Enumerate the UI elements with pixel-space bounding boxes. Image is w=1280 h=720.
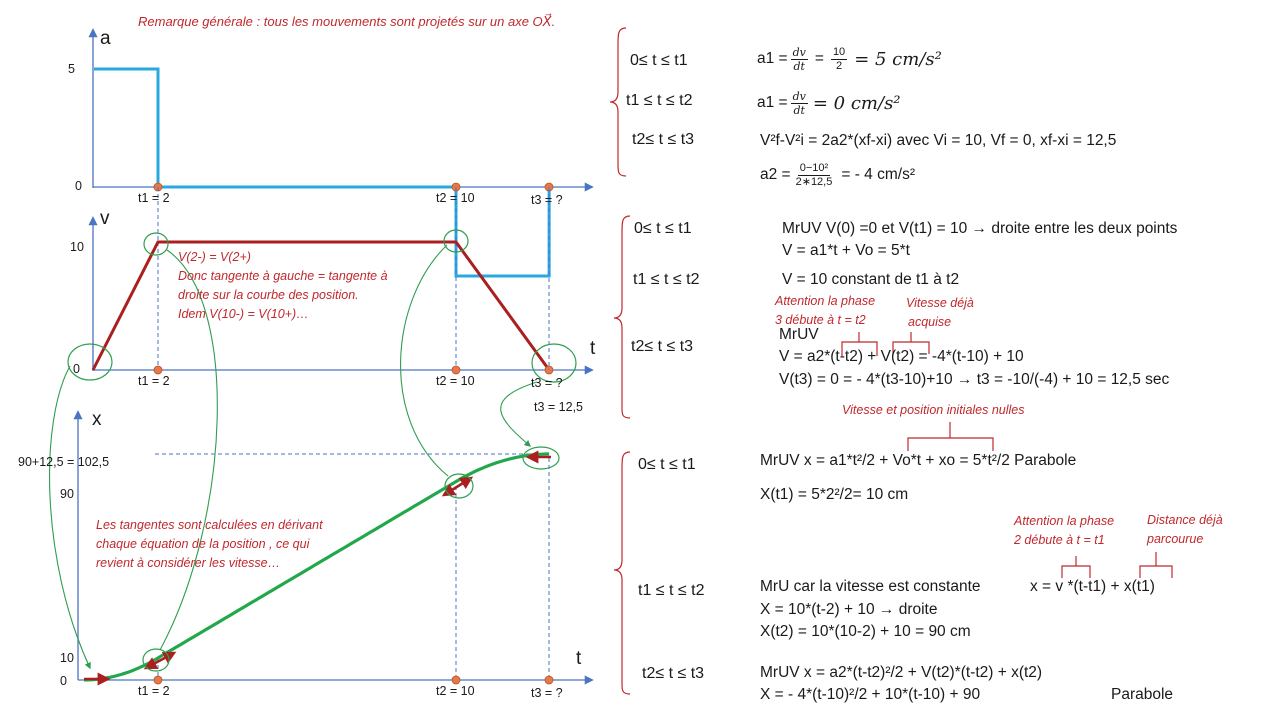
x-cond-3: t2≤ t ≤ t3 <box>642 665 705 682</box>
x-t-label: t <box>576 648 582 669</box>
connector-t2 <box>401 245 448 476</box>
v-phase-note: Attention la phase 3 débute à t = t2 <box>775 294 876 327</box>
x-line-4: X = 10*(t-2) + 10 → droite <box>760 601 938 618</box>
v-axis-label: v <box>100 208 110 229</box>
x-tick-t1: t1 = 2 <box>138 684 170 698</box>
v-tick-t3: t3 = ? <box>531 376 563 390</box>
connector-origin <box>50 366 90 668</box>
v-line-4: MrUV <box>779 326 819 343</box>
acceleration-curve <box>94 69 549 276</box>
a-axis-label: a <box>100 28 111 49</box>
general-remark: Remarque générale : tous les mouvements sont projetés sur un axe OX⃗. <box>138 14 556 29</box>
v-t3-value: t3 = 12,5 <box>534 400 583 414</box>
v-line-1: MrUV V(0) =0 et V(t1) = 10 → droite entre les deux points <box>782 220 1178 237</box>
x-tick-0: 0 <box>60 674 67 688</box>
v-cond-3: t2≤ t ≤ t3 <box>631 338 694 355</box>
x-tick-10: 10 <box>60 651 74 665</box>
x-note: Les tangentes sont calculées en dérivant chaque équation de la position , ce qui revient à considérer les vitesse… <box>96 518 323 570</box>
v-t-label: t <box>590 338 596 359</box>
brace-init-x <box>908 422 993 451</box>
v-line-6: V(t3) = 0 = - 4*(t3-10)+10 → t3 = -10/(-4) + 10 = 12,5 sec <box>779 371 1170 388</box>
x-cond-1: 0≤ t ≤ t1 <box>638 456 696 473</box>
x-line-7b: Parabole <box>1111 686 1174 703</box>
x-tick-t3: t3 = ? <box>531 686 563 700</box>
x-tick-90: 90 <box>60 487 74 501</box>
v-line-5: V = a2*(t-t2) + V(t2) = -4*(t-10) + 10 <box>779 348 1024 365</box>
v-cond-2: t1 ≤ t ≤ t2 <box>633 271 700 288</box>
x-cond-2: t1 ≤ t ≤ t2 <box>638 582 705 599</box>
x-tick-t2: t2 = 10 <box>436 684 475 698</box>
brace-section-a <box>610 28 626 176</box>
v-t2-marker <box>452 366 460 374</box>
a-line-3: V²f-V²i = 2a2*(xf-xi) avec Vi = 10, Vf = 0, xf-xi = 12,5 <box>760 132 1117 149</box>
x-tick-102: 90+12,5 = 102,5 <box>18 455 110 469</box>
a1-equation: a1 = $\frac{dv}{dt}$ = $\frac{10}{2}$ = 5 cm/s² <box>757 45 942 73</box>
brace-section-x <box>614 452 630 694</box>
a2-equation: a2 = $\frac{\text{0−10²}}{2∗12,5}$ = - 4 cm/s² <box>760 161 915 188</box>
a-tick-5: 5 <box>68 62 75 76</box>
a-tick-t1: t1 = 2 <box>138 191 170 205</box>
x-line-2: X(t1) = 5*2²/2= 10 cm <box>760 486 909 503</box>
x-line-5: X(t2) = 10*(10-2) + 10 = 90 cm <box>760 623 971 640</box>
x-t3-marker <box>545 676 553 684</box>
x-phase-note: Attention la phase 2 débute à t = t1 <box>1014 514 1115 547</box>
x-line-3b: x = v *(t-t1) + x(t1) <box>1030 578 1155 595</box>
a-tick-0: 0 <box>75 179 82 193</box>
a-cond-1: 0≤ t ≤ t1 <box>630 52 688 69</box>
x-t1-marker <box>154 676 162 684</box>
x-line-6: MrUV x = a2*(t-t2)²/2 + V(t2)*(t-t2) + x(t2) <box>760 664 1043 681</box>
x-init-note: Vitesse et position initiales nulles <box>842 403 1025 417</box>
x-distance-note: Distance déjà parcourue <box>1147 513 1223 546</box>
a-tick-t2: t2 = 10 <box>436 191 475 205</box>
connector-t3 <box>501 382 537 446</box>
v-tick-0: 0 <box>73 362 80 376</box>
brace-section-v <box>614 216 630 418</box>
v-line-2: V = a1*t + Vo = 5*t <box>782 242 910 259</box>
a-cond-2: t1 ≤ t ≤ t2 <box>626 92 693 109</box>
a-cond-3: t2≤ t ≤ t3 <box>632 131 695 148</box>
v-tick-t1: t1 = 2 <box>138 374 170 388</box>
v-tick-10: 10 <box>70 240 84 254</box>
x-t2-marker <box>452 676 460 684</box>
x-line-3a: MrU car la vitesse est constante <box>760 578 981 595</box>
x-line-1: MrUV x = a1*t²/2 + Vo*t + xo = 5*t²/2 Parabole <box>760 452 1077 469</box>
v-cond-1: 0≤ t ≤ t1 <box>634 220 692 237</box>
brace-dist-x <box>1140 552 1172 578</box>
v-note: V(2-) = V(2+) Donc tangente à gauche = tangente à droite sur la courbe des position. Idem V(10-) = V(10+)… <box>178 250 388 321</box>
x-axis-label: x <box>92 409 102 430</box>
v-tick-t2: t2 = 10 <box>436 374 475 388</box>
a-tick-t3: t3 = ? <box>531 193 563 207</box>
v-t1-marker <box>154 366 162 374</box>
v-line-3: V = 10 constant de t1 à t2 <box>782 271 960 288</box>
graph-a <box>93 30 592 276</box>
v-vitesse-note: Vitesse déjà acquise <box>906 296 974 329</box>
x-line-7: X = - 4*(t-10)²/2 + 10*(t-10) + 90 <box>760 686 981 703</box>
brace-phase-x <box>1062 556 1090 578</box>
a1-zero-equation: a1 = $\frac{dv}{dt}$ = 0 cm/s² <box>757 89 901 117</box>
